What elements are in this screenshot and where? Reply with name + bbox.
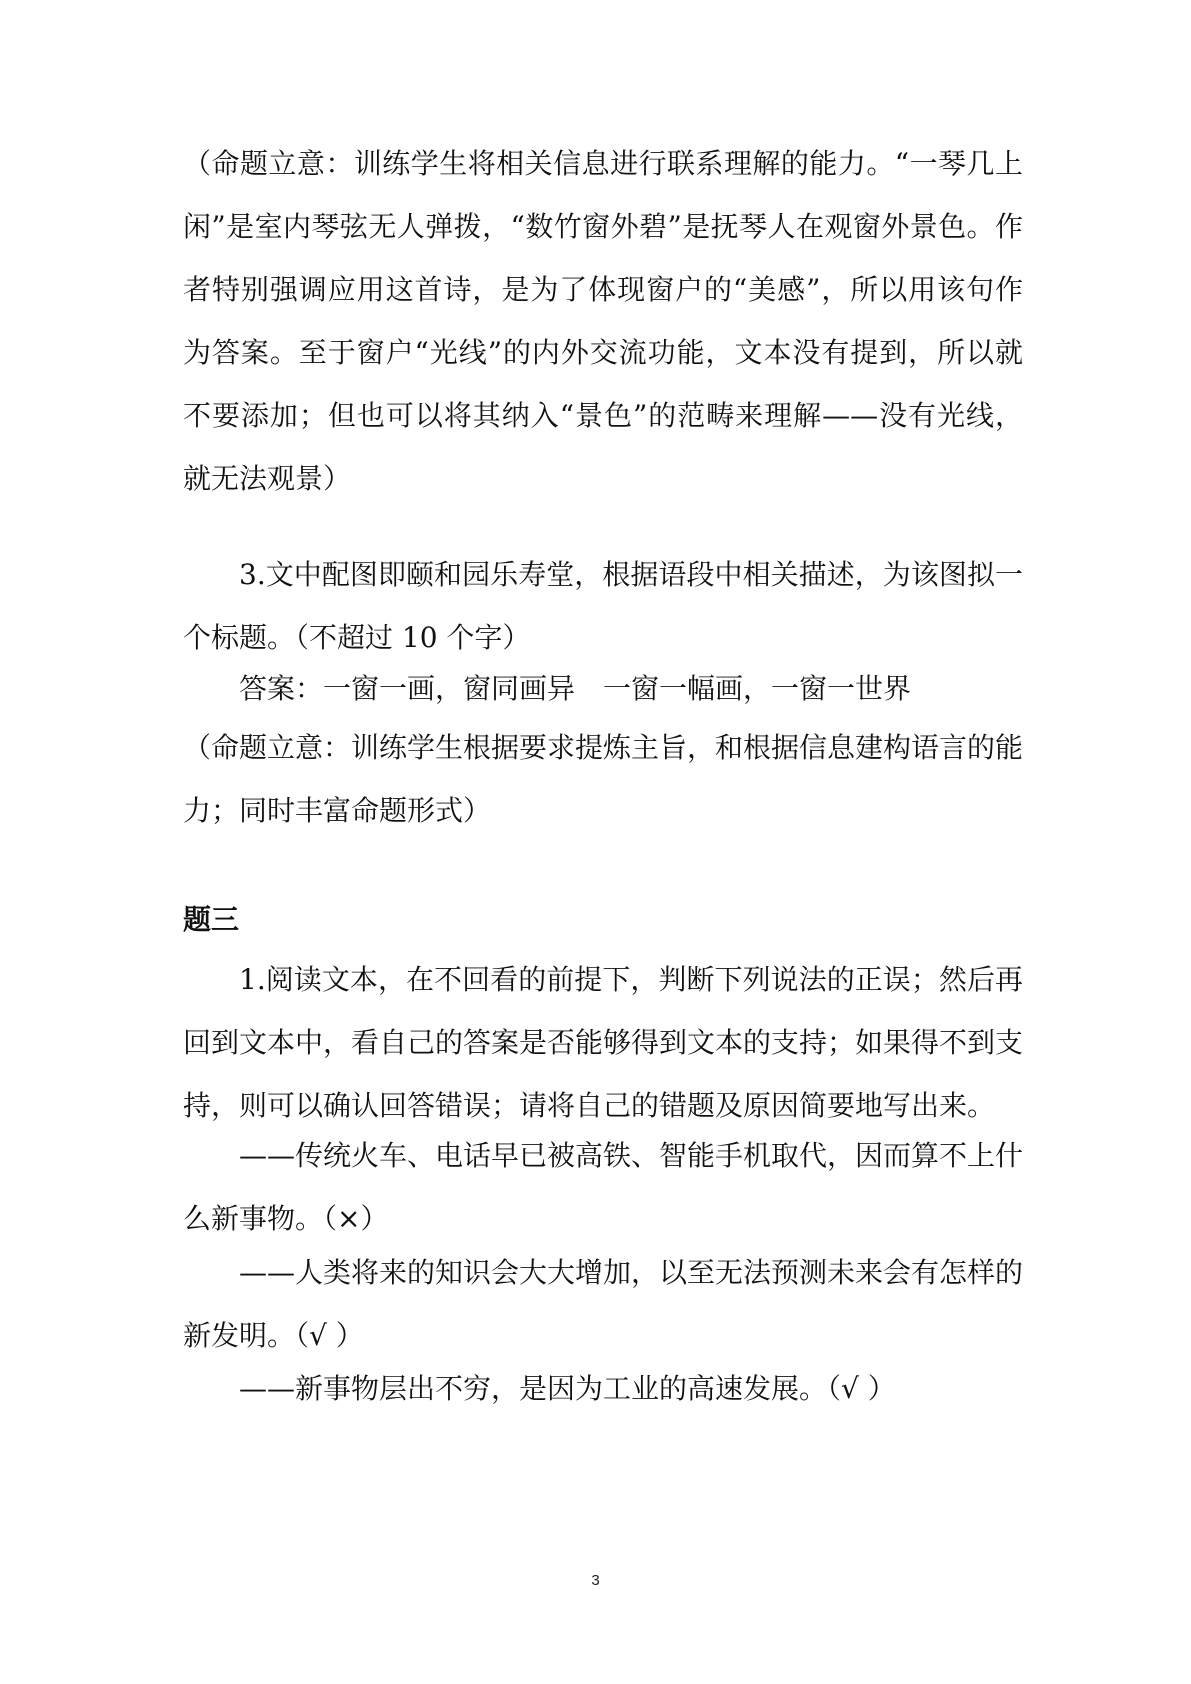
paragraph-rationale-1: （命题立意：训练学生将相关信息进行联系理解的能力。“一琴几上闲”是室内琴弦无人弹拨，“数竹窗外碧”是抚琴人在观窗外景色。作者特别强调应用这首诗，是为了体现窗户的“美感”，所以用该句作为答案。至于窗户“光线”的内外交流功能，文本没有提到，所以就不要添加；但也可以将其纳入“景色”的范畴来理解——没有光线，就无法观景） — [183, 147, 1023, 495]
paragraph-statement-3: ——新事物层出不穷，是因为工业的高速发展。（√ ） — [239, 1372, 896, 1405]
paragraph-answer: 答案：一窗一画，窗同画异 一窗一幅画，一窗一世界 — [239, 672, 912, 705]
paragraph-question-3: 3.文中配图即颐和园乐寿堂，根据语段中相关描述，为该图拟一个标题。（不超过 10 个字） — [183, 558, 1023, 654]
paragraph-statement-2: ——人类将来的知识会大大增加，以至无法预测未来会有怎样的新发明。（√ ） — [183, 1256, 1024, 1352]
page-number: 3 — [591, 1572, 600, 1589]
paragraph-statement-1: ——传统火车、电话早已被高铁、智能手机取代，因而算不上什么新事物。（×） — [183, 1139, 1024, 1235]
section-heading: 题三 — [183, 903, 240, 936]
paragraph-rationale-2: （命题立意：训练学生根据要求提炼主旨，和根据信息建构语言的能力；同时丰富命题形式） — [183, 731, 1024, 827]
paragraph-question-1: 1.阅读文本，在不回看的前提下，判断下列说法的正误；然后再回到文本中，看自己的答案是否能够得到文本的支持；如果得不到支持，则可以确认回答错误；请将自己的错题及原因简要地写出来。 — [183, 963, 1024, 1122]
